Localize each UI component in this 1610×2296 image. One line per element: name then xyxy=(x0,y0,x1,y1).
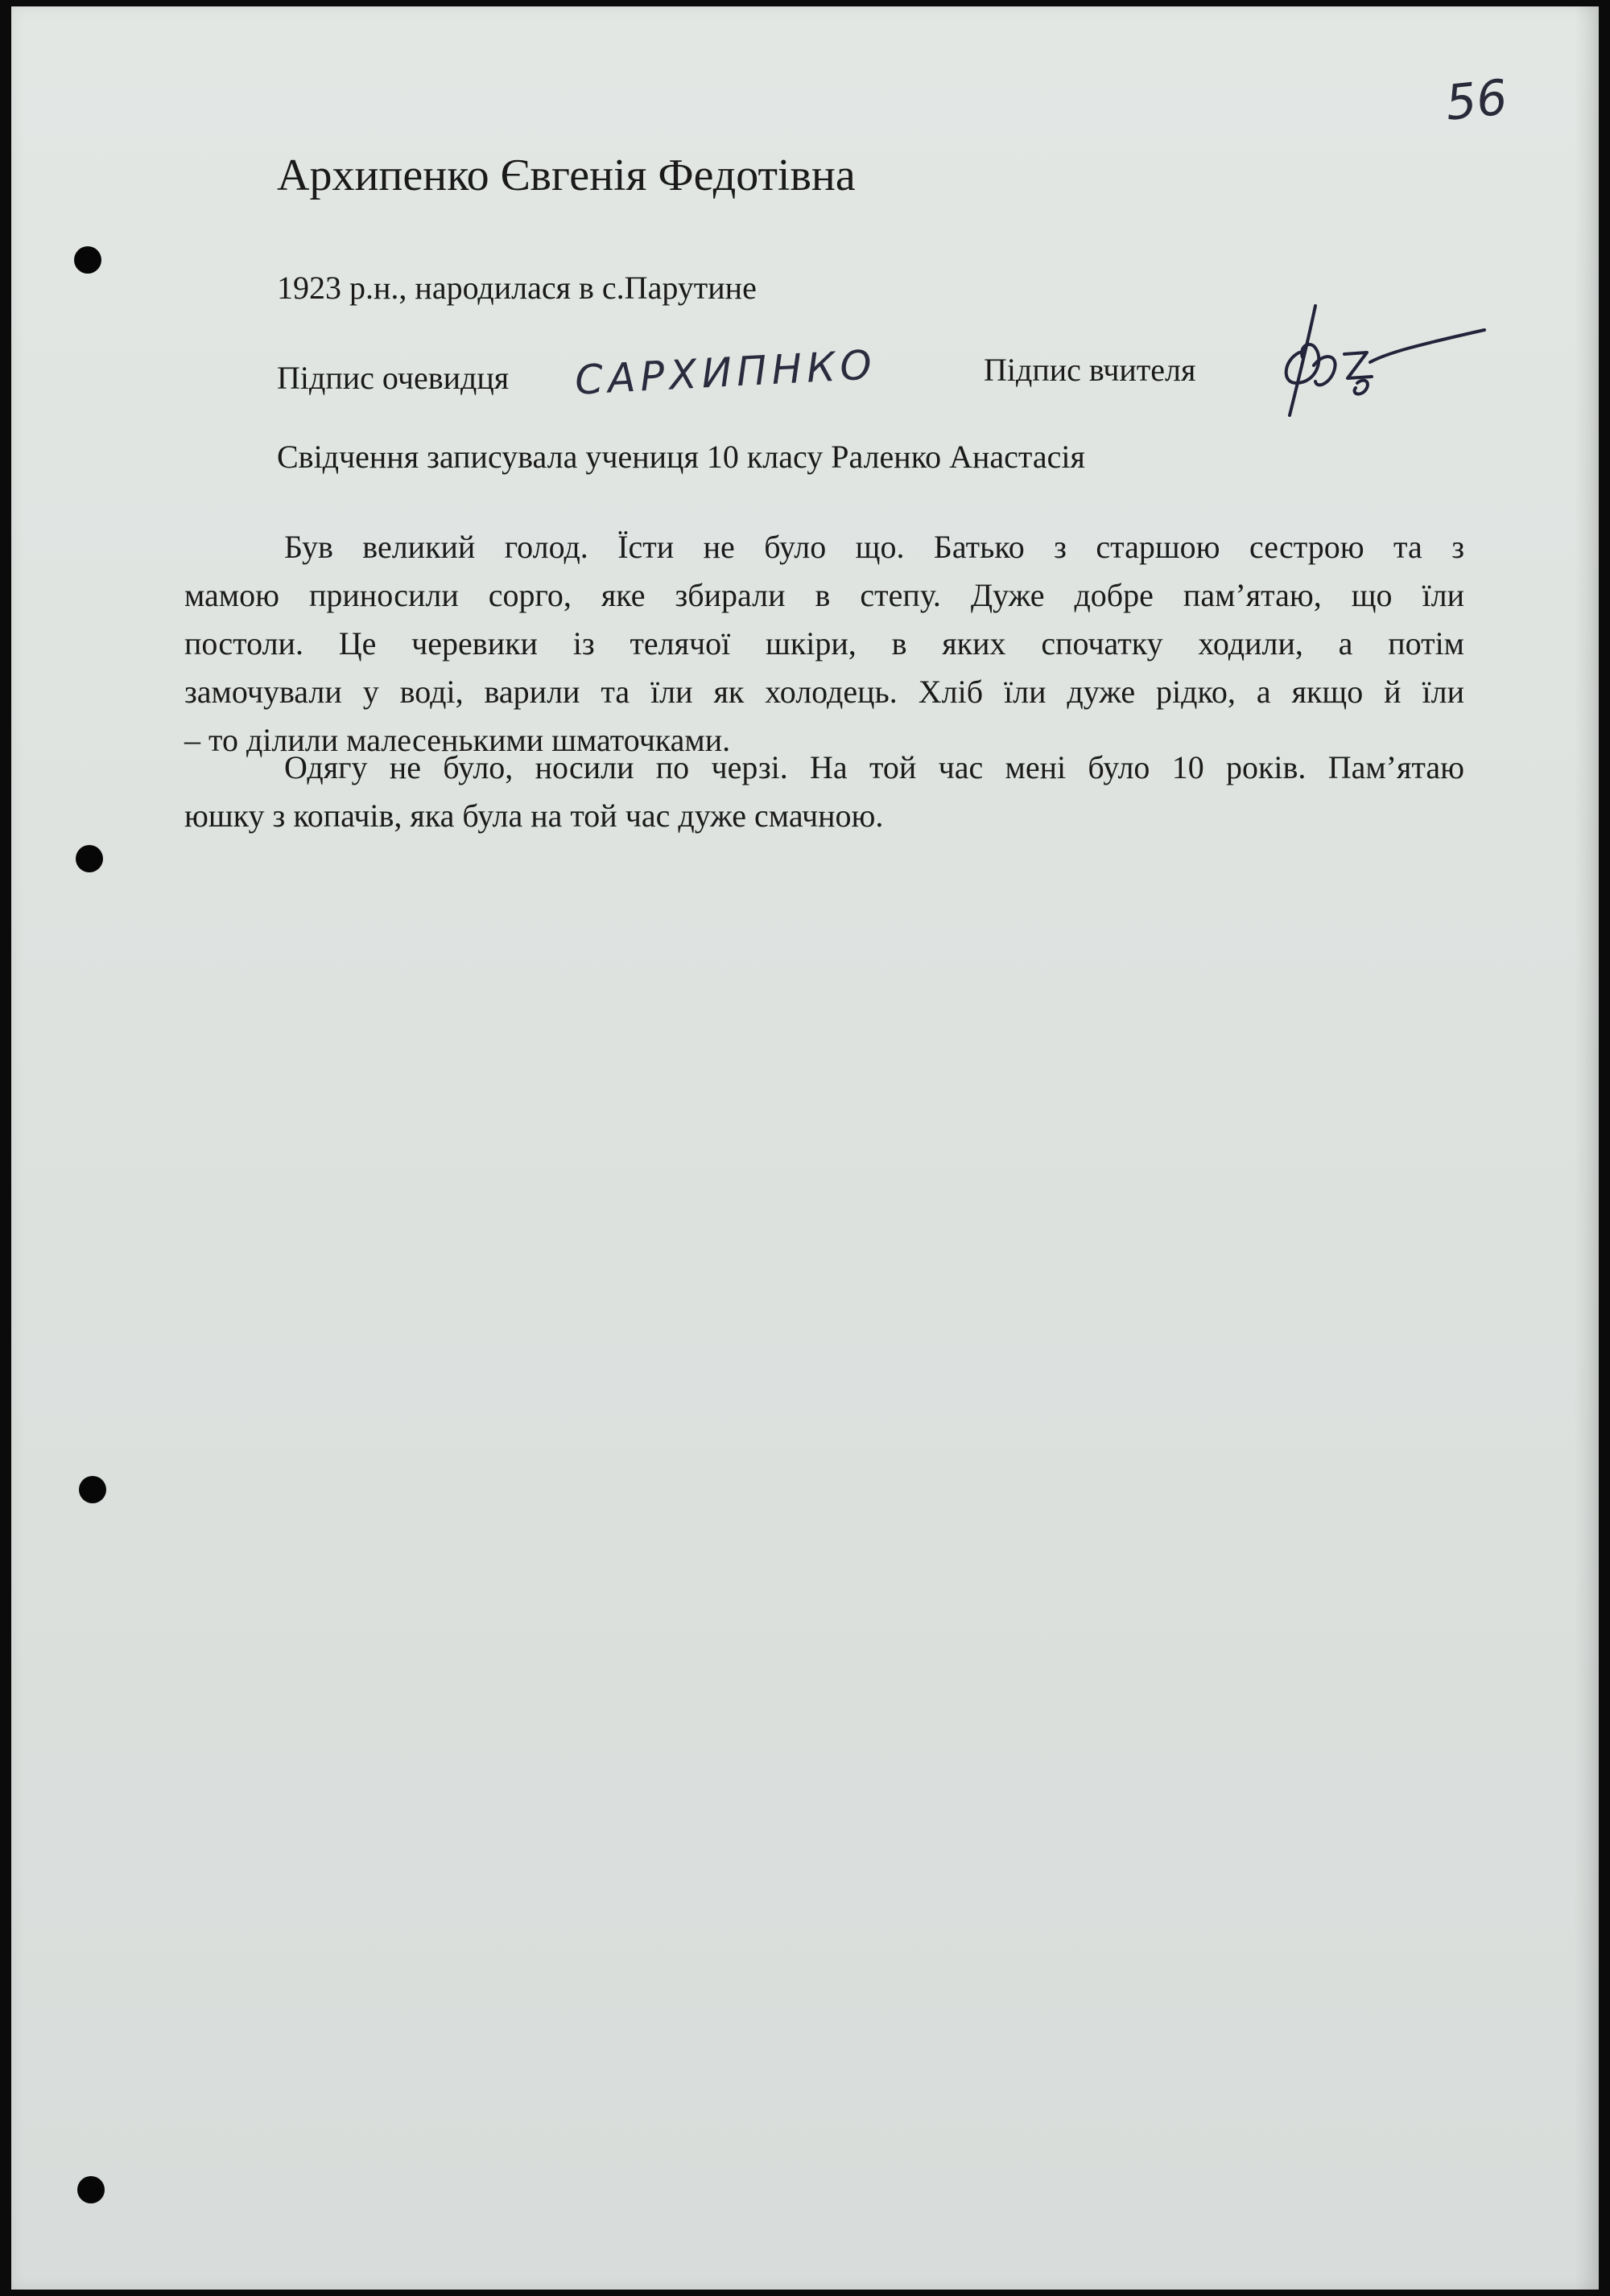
paragraph-line: замочували у воді, варили та їли як холодець. Хліб їли дуже рідко, а якщо й їли xyxy=(184,674,1464,710)
paragraph-line: мамою приносили сорго, яке збирали в степу. Дуже добре пам’ятаю, що їли xyxy=(184,577,1464,613)
paragraph-line: юшку з копачів, яка була на той час дуже смачною. xyxy=(184,798,884,834)
teacher-signature xyxy=(1267,288,1492,425)
witness-signature-label: Підпис очевидця xyxy=(277,360,510,396)
paragraph-line: постоли. Це черевики із телячої шкіри, в яких спочатку ходили, а потім xyxy=(184,625,1464,662)
testimony-paragraph-2 xyxy=(184,744,1464,840)
witness-signature: САРХИПНКО xyxy=(573,341,878,404)
page-title: Архипенко Євгенія Федотівна xyxy=(277,150,856,200)
paragraph-line: Був великий голод. Їсти не було що. Батько з старшою сестрою та з xyxy=(284,529,1464,565)
page-number: 56 xyxy=(1443,69,1510,132)
recorder-line: Свідчення записувала учениця 10 класу Раленко Анастасія xyxy=(277,439,1085,475)
punch-hole xyxy=(79,1476,106,1503)
punch-hole xyxy=(77,2176,105,2203)
teacher-signature-label: Підпис вчителя xyxy=(984,352,1196,388)
birth-line: 1923 р.н., народилася в с.Парутине xyxy=(277,270,757,306)
document-page xyxy=(11,6,1599,2290)
paragraph-line: Одягу не було, носили по черзі. На той час мені було 10 років. Пам’ятаю xyxy=(284,749,1464,785)
testimony-paragraph-1 xyxy=(184,523,1464,765)
paragraph-line: – то ділили малесенькими шматочками. xyxy=(184,722,731,758)
page-edge-shadow xyxy=(1575,6,1599,2290)
punch-hole xyxy=(76,845,103,872)
punch-hole xyxy=(74,246,101,274)
